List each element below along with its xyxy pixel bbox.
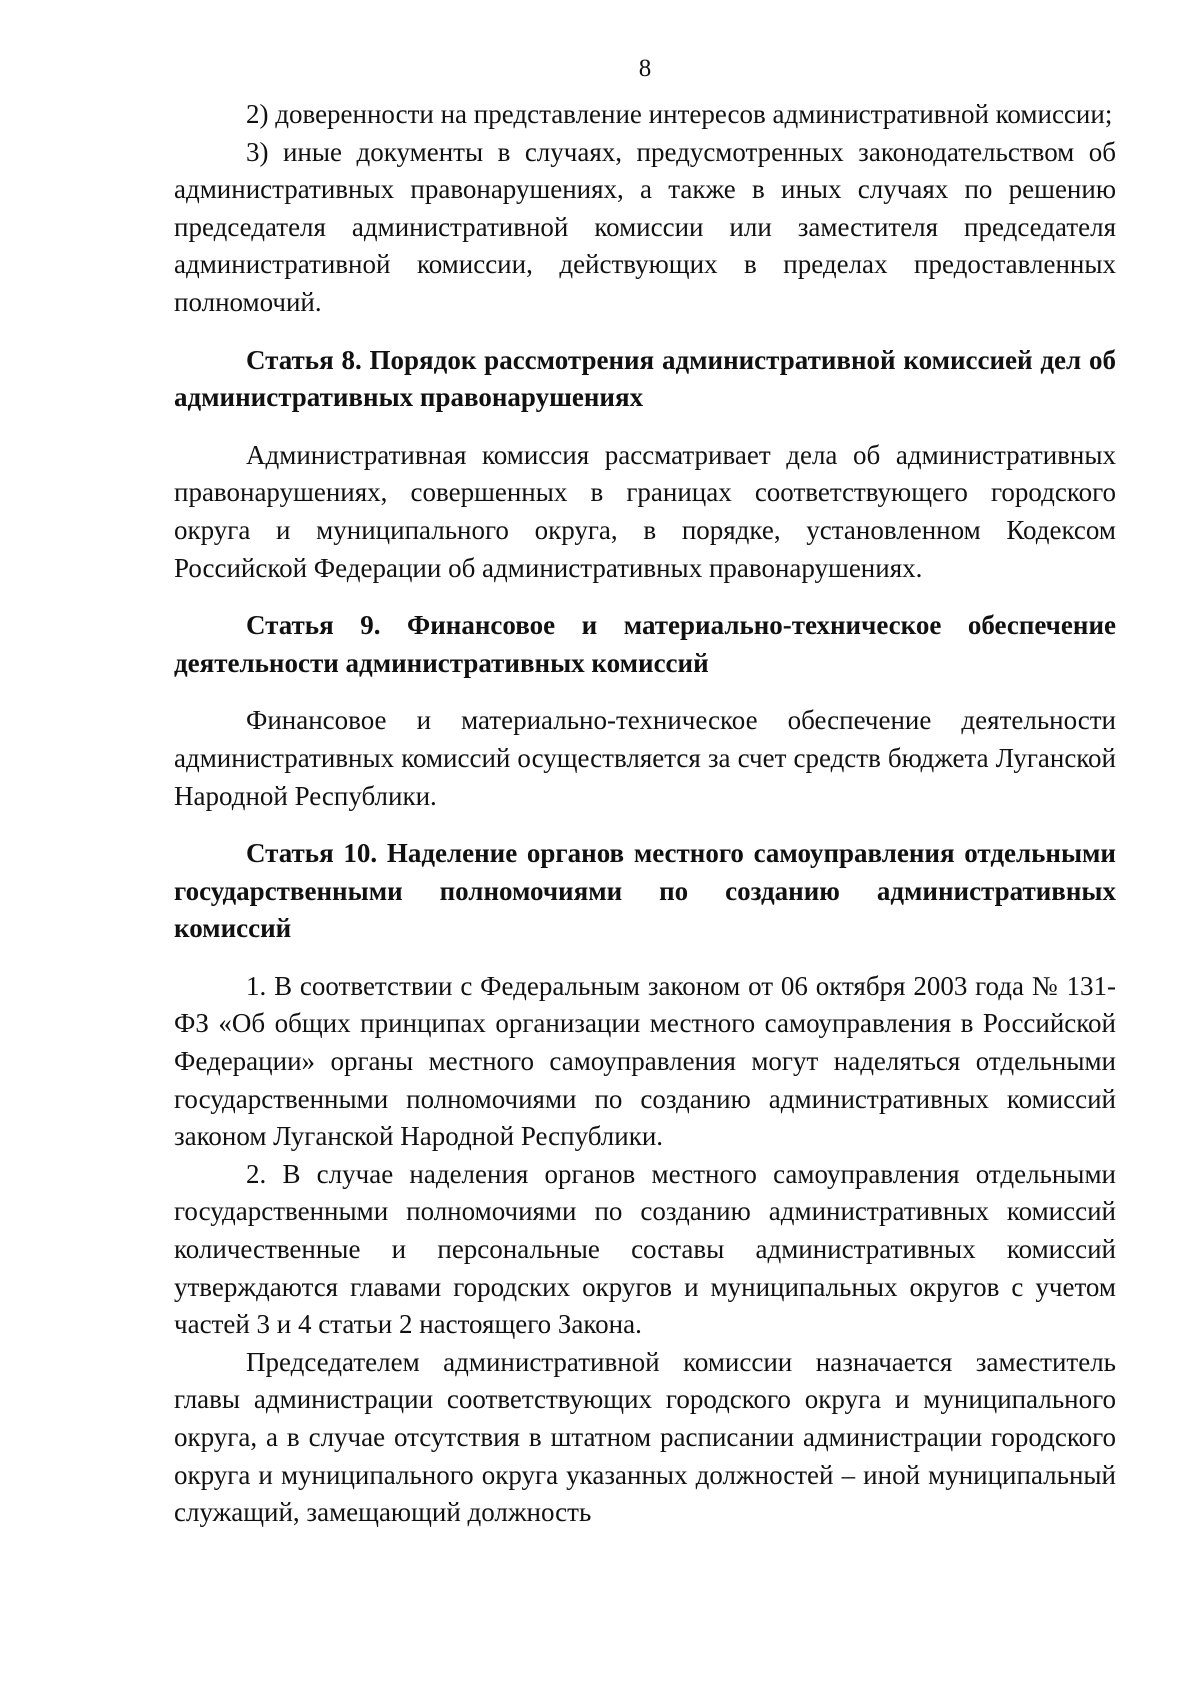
document-page — [174, 54, 1116, 1532]
article-10-heading: Статья 10. Наделение органов местного самоуправления отдельными государственными полномочиями по созданию административных комиссий — [174, 838, 1116, 944]
paragraph-item-2-powers-of-attorney: 2) доверенности на представление интересов административной комиссии; — [246, 99, 1113, 129]
article-9-heading: Статья 9. Финансовое и материально-техническое обеспечение деятельности административных комиссий — [174, 610, 1116, 678]
article-8-heading: Статья 8. Порядок рассмотрения административной комиссией дел об административных правонарушениях — [174, 344, 1116, 413]
paragraph-item-3-other-documents: 3) иные документы в случаях, предусмотренных законодательством об административных правонарушениях, а также в иных случаях по решению председателя административной комиссии или заместителя председателя административной комиссии, действующих в пределах предоставленных полномочий. — [174, 136, 1116, 317]
article-10-paragraph-1: 1. В соответствии с Федеральным законом от 06 октября 2003 года № 131-ФЗ «Об общих принципах организации местного самоуправления в Российской Федерации» органы местного самоуправления могут наделяться отдельными государственными полномочиями по созданию административных комиссий законом Луганской Народной Республики. — [174, 970, 1116, 1152]
article-10-paragraph-2: 2. В случае наделения органов местного самоуправления отдельными государственными полномочиями по созданию административных комиссий количественные и персональные составы административных комиссий утверждаются главами городских округов и муниципальных округов с учетом частей 3 и 4 статьи 2 настоящего Закона. — [174, 1158, 1116, 1340]
page-number: 8 — [638, 55, 652, 82]
article-9-paragraph: Финансовое и материально-техническое обеспечение деятельности административных комиссий осуществляется за счет средств бюджета Луганской Народной Республики. — [174, 705, 1116, 811]
article-8-paragraph: Административная комиссия рассматривает дела об административных правонарушениях, совершенных в границах соответствующего городского округа и муниципального округа, в порядке, установленном Кодексом Российской Федерации об административных правонарушениях. — [174, 439, 1116, 583]
article-10-paragraph-chairman: Председателем административной комиссии назначается заместитель главы администрации соответствующих городского округа и муниципального округа, а в случае отсутствия в штатном расписании администрации городского округа и муниципального округа указанных должностей – иной муниципальный служащий, замещающий должность — [174, 1346, 1116, 1528]
